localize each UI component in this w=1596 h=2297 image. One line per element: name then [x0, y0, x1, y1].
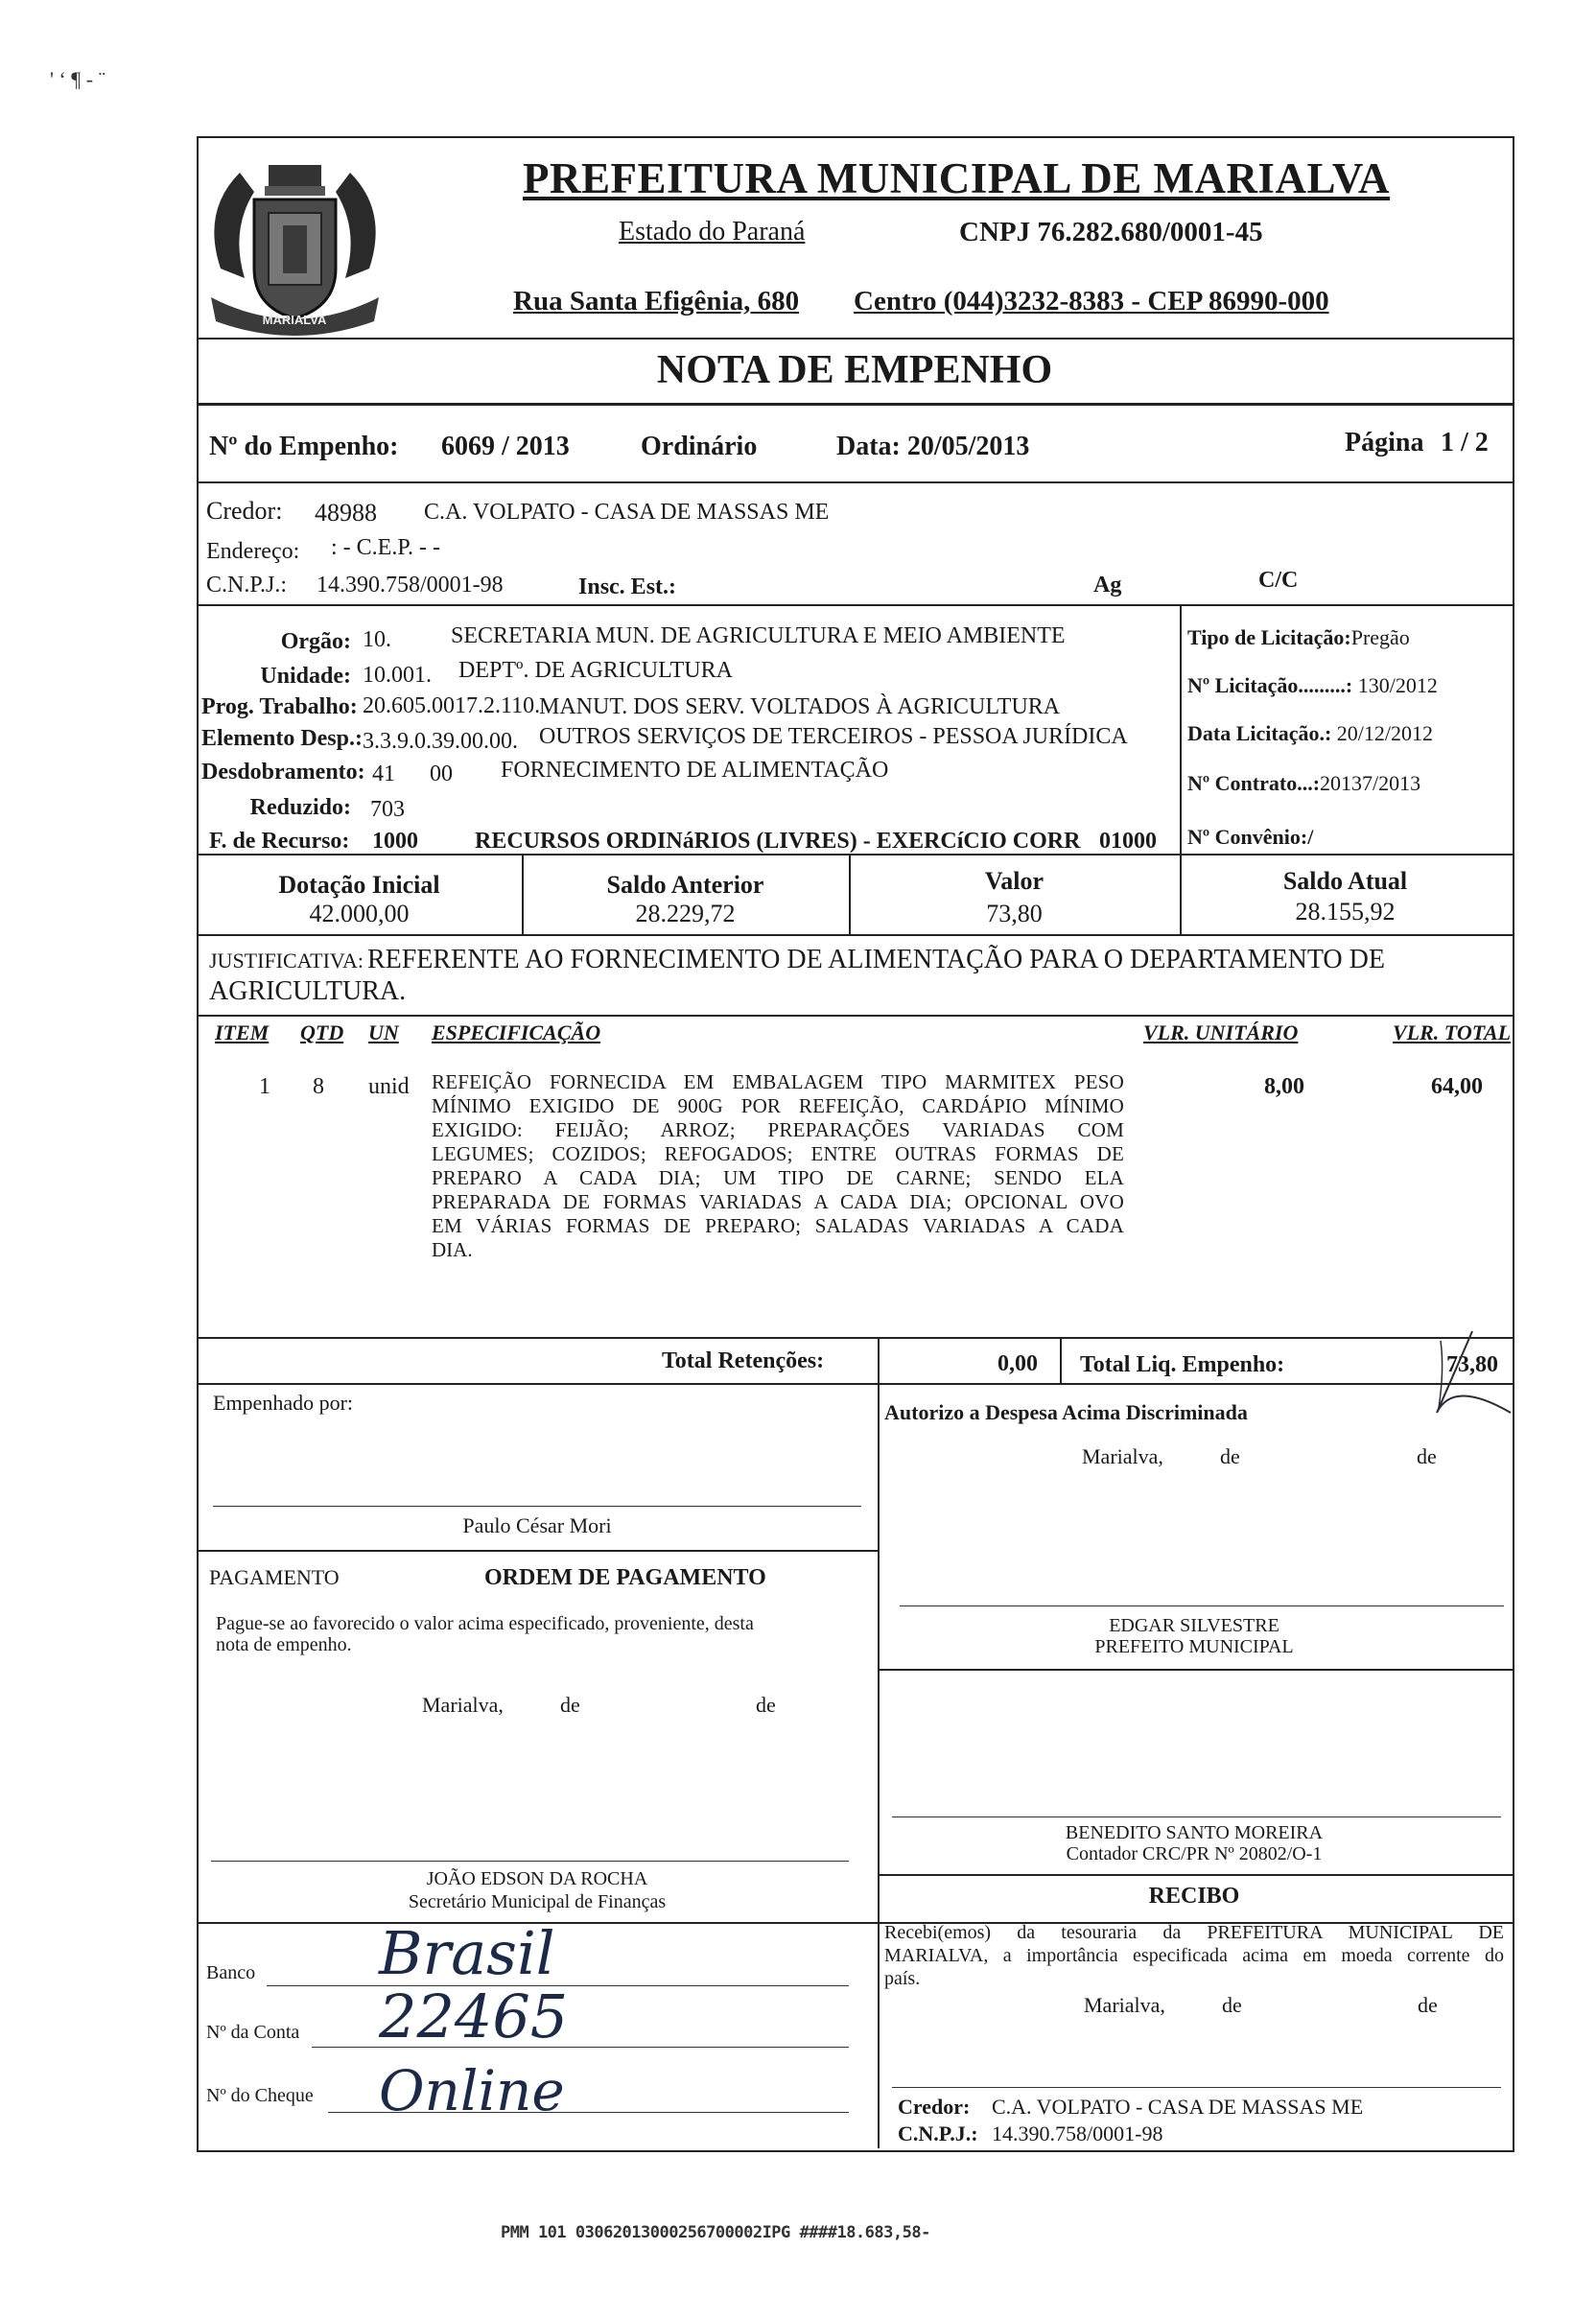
- empenho-number: 6069 / 2013: [441, 432, 570, 461]
- page-number: 1 / 2: [1441, 428, 1489, 457]
- endereco-value: : - C.E.P. - -: [331, 535, 440, 560]
- autorizo-label: Autorizo a Despesa Acima Discriminada: [884, 1400, 1248, 1424]
- insc-est-label: Insc. Est.:: [578, 574, 677, 599]
- orgao-label: Orgão:: [280, 629, 351, 654]
- col-item: ITEM: [215, 1020, 270, 1044]
- banco-label: Banco: [206, 1962, 256, 1983]
- empenho-type: Ordinário: [641, 432, 758, 461]
- page-label: Página: [1345, 428, 1424, 457]
- pague-de-2: de: [756, 1693, 776, 1717]
- contador-name: BENEDITO SANTO MOREIRA: [1065, 1822, 1324, 1843]
- justificativa-line2: AGRICULTURA.: [209, 976, 407, 1006]
- pagamento-label: PAGAMENTO: [209, 1565, 340, 1589]
- check-mark-icon: [1420, 1322, 1515, 1427]
- empenhado-name: Paulo César Mori: [462, 1513, 612, 1537]
- liq-empenho-label: Total Liq. Empenho:: [1080, 1352, 1285, 1377]
- ordem-pagamento-label: ORDEM DE PAGAMENTO: [484, 1565, 766, 1590]
- header-contact: Centro (044)3232-8383 - CEP 86990-000: [854, 286, 1329, 316]
- recurso-code: 1000: [372, 829, 418, 854]
- tipo-licitacao-label: Tipo de Licitação:Pregão: [1187, 625, 1410, 649]
- empenho-date: Data: 20/05/2013: [836, 432, 1030, 461]
- recurso-desc: RECURSOS ORDINáRIOS (LIVRES) - EXERCíCIO CORR: [475, 829, 1081, 854]
- endereco-label: Endereço:: [206, 539, 300, 564]
- banco-handwritten: Brasil: [379, 1918, 555, 1988]
- autorizo-de-1: de: [1220, 1444, 1240, 1468]
- dotacao-label: Dotação Inicial: [278, 871, 440, 899]
- retencoes-value: 0,00: [998, 1351, 1038, 1376]
- cheque-handwritten: Online: [379, 2058, 565, 2123]
- empenho-label: Nº do Empenho:: [209, 432, 399, 461]
- document-title: NOTA DE EMPENHO: [656, 348, 1053, 392]
- col-unit-value: VLR. UNITÁRIO: [1143, 1020, 1299, 1044]
- retencoes-label: Total Retenções:: [662, 1348, 825, 1373]
- recurso-label: F. de Recurso:: [209, 829, 350, 854]
- valor-value: 73,80: [986, 900, 1043, 927]
- recibo-credor-label: Credor:: [898, 2095, 971, 2119]
- recurso-number: 01000: [1099, 829, 1157, 854]
- desdobramento-desc: FORNECIMENTO DE ALIMENTAÇÃO: [501, 758, 889, 783]
- contador-title: Contador CRC/PR Nº 20802/O-1: [1066, 1843, 1323, 1864]
- recibo-line-1: Recebi(emos) da tesouraria da PREFEITURA MUNICIPAL DE: [884, 1922, 1504, 1943]
- col-spec: ESPECIFICAÇÃO: [432, 1020, 601, 1044]
- unidade-label: Unidade:: [260, 664, 351, 689]
- recibo-cnpj-value: 14.390.758/0001-98: [992, 2121, 1163, 2145]
- recibo-line-2: MARIALVA, a importância especificada acima em moeda corrente do: [884, 1945, 1504, 1966]
- conta-handwritten: 22465: [379, 1981, 569, 2051]
- autorizo-de-2: de: [1417, 1444, 1437, 1468]
- header-cnpj: CNPJ 76.282.680/0001-45: [959, 217, 1263, 247]
- recibo-marialva: Marialva,: [1084, 1993, 1165, 2017]
- liq-empenho-value: 73,80: [1446, 1352, 1498, 1377]
- col-qtd: QTD: [300, 1020, 344, 1044]
- unidade-code: 10.001.: [363, 663, 432, 688]
- cnpj-label: C.N.P.J.:: [206, 573, 288, 598]
- saldo-atual-label: Saldo Atual: [1282, 867, 1408, 895]
- item-unit-value: 8,00: [1264, 1074, 1304, 1099]
- credor-code: 48988: [315, 499, 377, 527]
- ag-label: Ag: [1093, 573, 1122, 598]
- scan-marks: ' ‘ ¶ - ¨: [50, 67, 106, 91]
- data-licitacao-label: Data Licitação.: 20/12/2012: [1187, 721, 1434, 745]
- municipal-crest-icon: [201, 153, 388, 345]
- justificativa: JUSTIFICATIVA: REFERENTE AO FORNECIMENTO DE ALIMENTAÇÃO PARA O DEPARTAMENTO DE: [209, 945, 1385, 974]
- conta-label: Nº da Conta: [206, 2022, 300, 2043]
- pague-marialva: Marialva,: [422, 1693, 504, 1717]
- valor-label: Valor: [984, 867, 1044, 895]
- item-qtd: 8: [313, 1074, 324, 1099]
- header-address: Rua Santa Efigênia, 680: [513, 286, 800, 316]
- orgao-code: 10.: [363, 627, 391, 652]
- svg-text:MARIALVA: MARIALVA: [262, 313, 327, 327]
- reduzido-label: Reduzido:: [249, 795, 351, 820]
- desdobramento-label: Desdobramento:: [201, 760, 365, 785]
- saldo-anterior-value: 28.229,72: [635, 900, 736, 927]
- credor-label: Credor:: [206, 497, 283, 525]
- elemento-code: 3.3.9.0.39.00.00.: [363, 729, 518, 754]
- elemento-label: Elemento Desp.:: [201, 726, 363, 751]
- elemento-desc: OUTROS SERVIÇOS DE TERCEIROS - PESSOA JURÍDICA: [539, 724, 1128, 749]
- item-total-value: 64,00: [1431, 1074, 1483, 1099]
- cnpj-value: 14.390.758/0001-98: [317, 573, 504, 598]
- pague-line-1: Pague-se ao favorecido o valor acima especificado, proveniente, desta: [216, 1613, 754, 1634]
- col-un: UN: [368, 1020, 399, 1044]
- prefeito-title: PREFEITO MUNICIPAL: [1094, 1636, 1294, 1657]
- authentication-code: PMM 101 03062013000256700002IPG ####18.683,58-: [501, 2223, 930, 2242]
- recibo-title: RECIBO: [1148, 1884, 1240, 1909]
- saldo-atual-value: 28.155,92: [1295, 898, 1396, 926]
- contrato-label: Nº Contrato...:20137/2013: [1187, 771, 1421, 795]
- desdobramento-code: 41: [372, 762, 395, 786]
- pague-de-1: de: [560, 1693, 580, 1717]
- secretario-name: JOÃO EDSON DA ROCHA: [426, 1868, 648, 1889]
- item-specification: REFEIÇÃO FORNECIDA EM EMBALAGEM TIPO MARMITEX PESO MÍNIMO EXIGIDO DE 900G POR REFEIÇÃO, CARDÁPIO MÍNIMO EXIGIDO: FEIJÃO; ARROZ; PREPARAÇÕES VARIADAS COM LEGUMES; COZIDOS; REFOGADOS; ENTRE OUTRAS FORMAS DE PREPARO A CADA DIA; UM TIPO DE CARNE; SENDO ELA PREPARADA DE FORMAS VARIADAS A CADA DIA; OPCIONAL OVO EM VÁRIAS FORMAS DE PREPARO; SALADAS VARIADAS A CADA DIA.: [432, 1070, 1124, 1261]
- cheque-label: Nº do Cheque: [206, 2085, 314, 2106]
- secretario-title: Secretário Municipal de Finanças: [408, 1891, 667, 1912]
- item-unit: unid: [368, 1074, 410, 1099]
- recibo-cnpj-label: C.N.P.J.:: [898, 2121, 978, 2145]
- recibo-de-1: de: [1222, 1993, 1242, 2017]
- prog-label: Prog. Trabalho:: [201, 694, 358, 719]
- saldo-anterior-label: Saldo Anterior: [606, 871, 764, 899]
- desdobramento-sub: 00: [430, 762, 453, 786]
- recibo-line-3: país.: [884, 1968, 921, 1989]
- page-title: PREFEITURA MUNICIPAL DE MARIALVA: [523, 154, 1391, 202]
- prog-code: 20.605.0017.2.110.: [363, 693, 541, 718]
- recibo-de-2: de: [1418, 1993, 1438, 2017]
- credor-name: C.A. VOLPATO - CASA DE MASSAS ME: [424, 500, 830, 525]
- reduzido-value: 703: [370, 797, 405, 822]
- recibo-credor-value: C.A. VOLPATO - CASA DE MASSAS ME: [992, 2095, 1364, 2119]
- orgao-desc: SECRETARIA MUN. DE AGRICULTURA E MEIO AMBIENTE: [451, 623, 1066, 648]
- state-label: Estado do Paraná: [619, 217, 806, 246]
- col-total-value: VLR. TOTAL: [1393, 1020, 1512, 1044]
- autorizo-marialva: Marialva,: [1082, 1444, 1163, 1468]
- cc-label: C/C: [1258, 568, 1299, 593]
- dotacao-value: 42.000,00: [309, 900, 410, 927]
- prog-desc: MANUT. DOS SERV. VOLTADOS À AGRICULTURA: [539, 694, 1061, 719]
- item-number: 1: [259, 1074, 270, 1099]
- pague-line-2: nota de empenho.: [216, 1634, 352, 1655]
- prefeito-name: EDGAR SILVESTRE: [1109, 1615, 1279, 1636]
- empenhado-por-label: Empenhado por:: [213, 1391, 354, 1415]
- convenio-label: Nº Convênio:/: [1187, 825, 1314, 849]
- unidade-desc: DEPTº. DE AGRICULTURA: [458, 658, 733, 683]
- num-licitacao-label: Nº Licitação.........: 130/2012: [1187, 673, 1438, 697]
